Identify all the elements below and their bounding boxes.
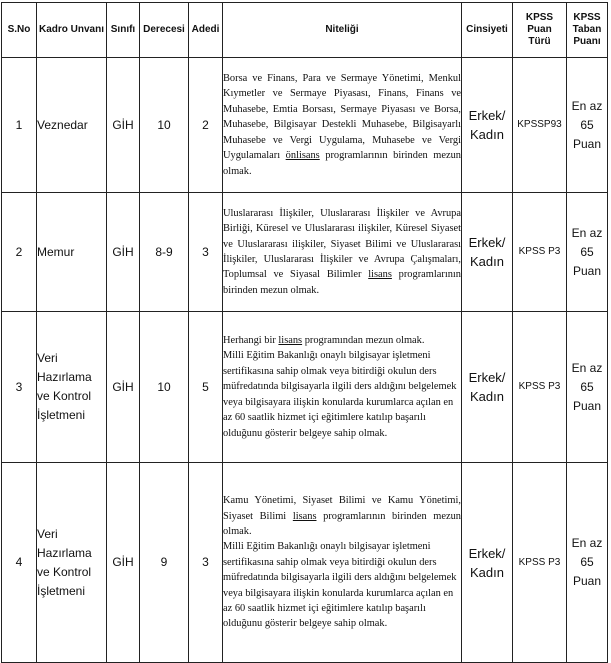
nitelik-text-end: programlarının birinden mezun olmak.	[223, 150, 461, 177]
cell-cinsiyet: Erkek/ Kadın	[462, 463, 513, 663]
cell-sinif: GİH	[107, 193, 140, 312]
cell-puan-turu: KPSS P3	[513, 193, 567, 312]
nitelik-text: Uluslararası İlişkiler, Uluslararası İlişkiler ve Avrupa Birliği, Küresel ve Uluslararası ilişkiler, Küresel Siyaset ve Uluslararası ilişkiler, Siyaset Bilimi ve Uluslararası İlişkiler, Uluslararası İlişkiler ve Avrupa Çalışmaları, Toplumsal ve Siyasal Bilimler	[223, 207, 461, 281]
cell-derece: 8-9	[140, 193, 189, 312]
cell-derece: 9	[140, 463, 189, 663]
cell-puan-turu: KPSSP93	[513, 58, 567, 193]
nitelik-certificate: Milli Eğitim Bakanlığı onaylı bilgisayar işletmeni sertifikasına sahip olmak veya bitirdiği okulun ders müfredatında bilgisayarla ilgili ders aldığını belgelemek veya bilgisayara ilişkin konularda kurumlarca açılan en az 60 saatlik hizmet içi eğitimlere katılıp başarılı olduğunu gösterir belgeye sahip olmak.	[223, 541, 457, 630]
nitelik-degree: lisans	[292, 510, 317, 522]
header-puan-turu: KPSS Puan Türü	[513, 3, 567, 58]
cell-puan-turu: KPSS P3	[513, 312, 567, 463]
cell-adet: 2	[189, 58, 223, 193]
header-taban: KPSS Taban Puanı	[567, 3, 608, 58]
cell-sinif: GİH	[107, 463, 140, 663]
table-row	[2, 312, 608, 463]
cell-cinsiyet: Erkek/ Kadın	[462, 312, 513, 463]
cell-sno: 4	[2, 463, 37, 663]
cell-nitelik	[223, 58, 462, 193]
cell-sno: 3	[2, 312, 37, 463]
cell-cinsiyet: Erkek/ Kadın	[462, 193, 513, 312]
nitelik-degree: önlisans	[285, 150, 320, 162]
table-row	[2, 58, 608, 193]
cell-kadro: Memur	[37, 193, 107, 312]
nitelik-text-end: programlarının birinden mezun olmak.	[223, 269, 461, 296]
cell-sinif: GİH	[107, 58, 140, 193]
cell-nitelik	[223, 312, 462, 463]
header-nitelik: Niteliği	[223, 3, 462, 58]
cell-cinsiyet: Erkek/ Kadın	[462, 58, 513, 193]
cell-kadro: Veznedar	[37, 58, 107, 193]
nitelik-text: Borsa ve Finans, Para ve Sermaye Yönetimi, Menkul Kıymetler ve Sermaye Piyasası, Finans, Finans ve Muhasebe, Emtia Borsası, Sermaye Piyasası ve Borsa, Muhasebe, Bilgisayar Destekli Muhasebe, Bilgisayarlı Muhasebe ve Vergi Uygulama, Muhasebe ve Vergi Uygulamaları	[223, 73, 461, 162]
cell-taban: En az 65 Puan	[567, 58, 608, 193]
nitelik-degree: lisans	[368, 269, 392, 281]
cell-sinif: GİH	[107, 312, 140, 463]
cell-puan-turu: KPSS P3	[513, 463, 567, 663]
header-kadro: Kadro Unvanı	[37, 3, 107, 58]
header-cinsiyet: Cinsiyeti	[462, 3, 513, 58]
nitelik-text: Kamu Yönetimi, Siyaset Bilimi ve Kamu Yönetimi, Siyaset Bilimi	[223, 495, 461, 522]
header-row	[2, 3, 608, 58]
nitelik-text-end: programından mezun olmak.	[304, 335, 425, 347]
positions-table	[1, 2, 608, 663]
header-sno: S.No	[2, 3, 37, 58]
cell-taban: En az 65 Puan	[567, 193, 608, 312]
nitelik-certificate: Milli Eğitim Bakanlığı onaylı bilgisayar işletmeni sertifikasına sahip olmak veya bitirdiği okulun ders müfredatında bilgisayarla ilgili ders aldığını belgelemek veya bilgisayara ilişkin konularda kurumlarca açılan en az 60 saatlik hizmet içi eğitimlere katılıp başarılı olduğunu gösterir belgeye sahip olmak.	[223, 350, 457, 439]
cell-derece: 10	[140, 312, 189, 463]
header-adet: Adedi	[189, 3, 223, 58]
table-row	[2, 193, 608, 312]
cell-kadro: Veri Hazırlama ve Kontrol İşletmeni	[37, 312, 107, 463]
header-derece: Derecesi	[140, 3, 189, 58]
cell-derece: 10	[140, 58, 189, 193]
nitelik-degree: lisans	[278, 335, 303, 347]
cell-nitelik	[223, 463, 462, 663]
nitelik-text: Herhangi bir	[223, 335, 276, 347]
cell-adet: 3	[189, 463, 223, 663]
header-sinif: Sınıfı	[107, 3, 140, 58]
cell-sno: 2	[2, 193, 37, 312]
table-row	[2, 463, 608, 663]
cell-taban: En az 65 Puan	[567, 463, 608, 663]
cell-adet: 5	[189, 312, 223, 463]
cell-taban: En az 65 Puan	[567, 312, 608, 463]
cell-adet: 3	[189, 193, 223, 312]
cell-nitelik	[223, 193, 462, 312]
nitelik-text-end: programlarının birinden mezun olmak.	[223, 510, 461, 537]
cell-kadro: Veri Hazırlama ve Kontrol İşletmeni	[37, 463, 107, 663]
cell-sno: 1	[2, 58, 37, 193]
